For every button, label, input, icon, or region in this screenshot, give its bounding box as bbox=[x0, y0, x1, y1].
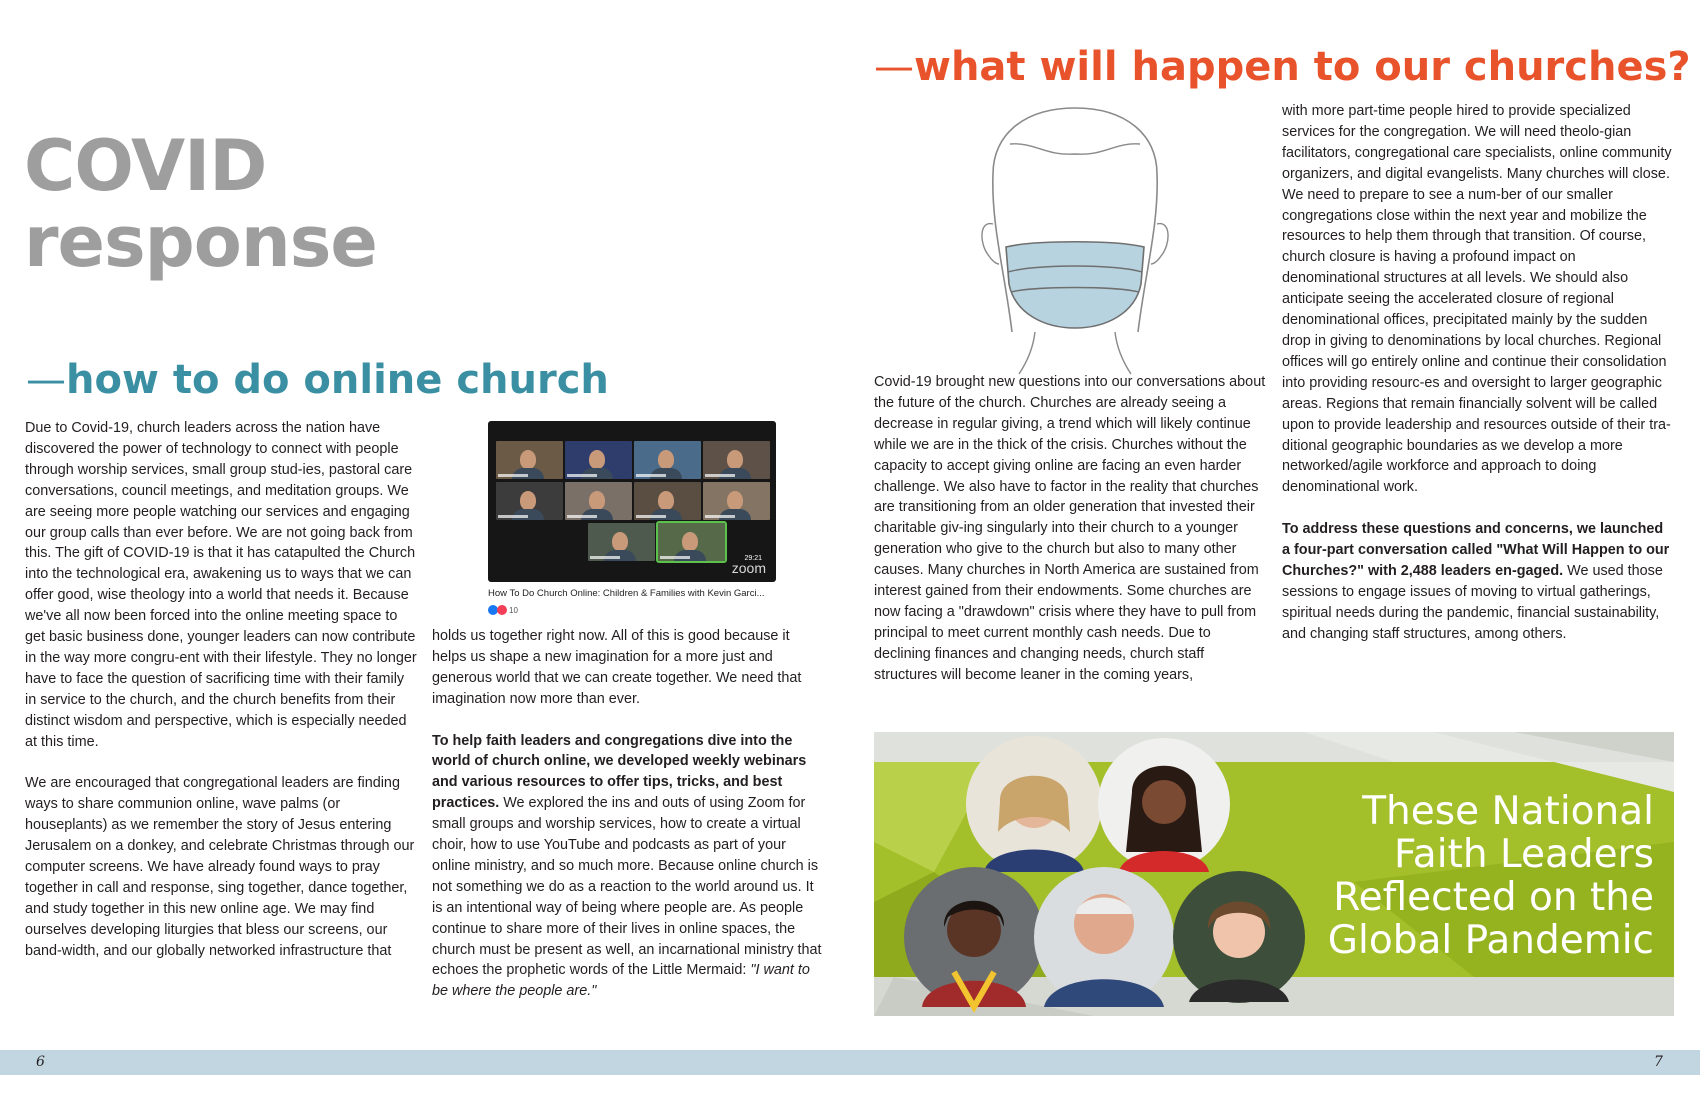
leader-portraits bbox=[904, 732, 1324, 1016]
banner-headline bbox=[1324, 790, 1654, 962]
paragraph: Covid-19 brought new questions into our conversations about the future of the church. Churches are already seeing a decrease in regular giving, a trend which will likely continue while we are in the thick of the crisis. Churches without the capacity to accept giving online are facing an even harder challenge. We also have to factor in the reality that churches are transitioning from an older generation that invested their charitable giv-ing singularly into their church to a younger generation who give to the church but also to many other causes. Many churches in North America are sustained from interest gained from their endowments. Some churches are now facing a "drawdown" crisis where they have to pull from principal to meet current monthly cash needs. Due to declining finances and changing needs, church staff structures will become leaner in the coming years, bbox=[874, 374, 1266, 683]
portrait-4 bbox=[1034, 867, 1174, 1007]
paragraph-text: We explored the ins and outs of using Zoom for small groups and worship services, how to create a virtual choir, how to use YouTube and podcasts as part of your online ministry, and so much more. Because online church is not something we do as a reaction to the world around us. It is an intentional way of being where people are. As people continue to share more of their lives in online spaces, the church must be present as well, an incarnational ministry that echoes the prophetic words of the Little Mermaid: bbox=[432, 795, 822, 979]
bold-lead: To help faith leaders and congregations dive into the world of church online, we developed weekly webinars and various resources to offer tips, tricks, and best practices. bbox=[432, 732, 807, 812]
heading-dash: — bbox=[874, 44, 914, 90]
heading-text: how to do online church bbox=[66, 357, 609, 403]
paragraph bbox=[1282, 519, 1674, 644]
page-title-line2: response bbox=[24, 201, 377, 283]
banner-line: Global Pandemic bbox=[1327, 918, 1654, 963]
video-thumbnail[interactable] bbox=[488, 421, 776, 582]
section-heading-churches bbox=[874, 44, 1691, 90]
participant-tile bbox=[634, 482, 701, 520]
paragraph: Due to Covid-19, church leaders across the nation have discovered the power of technology to connect with people through worship services, small group stud-ies, pastoral care conversations, council meetings, and meditation groups. We are seeing more people watching our services and engaging our group calls than ever before. We are not going back from this. The gift of COVID-19 is that it has catapulted the Church into the technological era, awakening us to ways that we can offer good, wise theology into a world that needs it. Because we've all now been forced into the online meeting space to get basic business done, younger leaders can now contribute in the way more congru-ent with their lifestyle. They no longer have to face the question of sacrificing time with their family in service to the church, and the church benefits from their distinct wisdom and perspective, which is especially needed at this time. bbox=[25, 420, 417, 750]
page-title bbox=[24, 125, 377, 283]
heading-text: what will happen to our churches? bbox=[914, 44, 1691, 90]
paragraph-text: We used those sessions to engage issues of moving to virtual gatherings, spiritual needs during the pandemic, financial sustainability, and changing staff structures, among others. bbox=[1282, 562, 1663, 642]
banner-line: Reflected on the bbox=[1333, 875, 1654, 920]
page-number-right: 7 bbox=[1654, 1054, 1663, 1070]
participant-tile bbox=[634, 441, 701, 479]
bold-lead: To address these questions and concerns, we launched a four-part conversation called "What Will Happen to our Churches?" with 2,488 leaders en-gaged. bbox=[1282, 521, 1670, 579]
article-column-4 bbox=[1282, 101, 1674, 665]
portrait-2 bbox=[1098, 738, 1230, 872]
banner-line: Faith Leaders bbox=[1393, 832, 1654, 877]
video-reactions bbox=[488, 605, 518, 615]
article-column-2 bbox=[432, 626, 825, 1023]
paragraph: We are encouraged that congregational leaders are finding ways to share communion online, wave palms (or houseplants) as we remember the story of Jesus entering Jerusalem on a donkey, and celebrate Christmas through our computer screens. We have already found ways to pray together in call and response, sing together, dance together, and study together in this new online age. We may find ourselves developing liturgies that bless our screens, our band-width, and our globally networked infrastructure that bbox=[25, 775, 415, 959]
faith-leaders-banner bbox=[874, 732, 1674, 1016]
participant-tile bbox=[703, 482, 770, 520]
quote: "I want to be where the people are." bbox=[432, 962, 810, 1000]
love-reaction-icon bbox=[497, 605, 507, 615]
heading-dash: — bbox=[26, 357, 66, 403]
zoom-logo: zoom bbox=[731, 560, 766, 576]
participant-tile bbox=[588, 523, 655, 561]
participant-tile bbox=[496, 441, 563, 479]
video-caption[interactable]: How To Do Church Online: Children & Families with Kevin Garci... bbox=[488, 588, 765, 599]
article-column-1 bbox=[25, 418, 418, 982]
article-column-3 bbox=[874, 372, 1266, 706]
participant-tile bbox=[703, 441, 770, 479]
reaction-count: 10 bbox=[509, 605, 518, 615]
portrait-5 bbox=[1173, 871, 1305, 1003]
face-mask-line-drawing bbox=[975, 104, 1175, 376]
video-timestamp: 29:21 bbox=[744, 555, 762, 562]
participant-tile bbox=[658, 523, 725, 561]
banner-line: These National bbox=[1362, 789, 1654, 834]
participant-tile bbox=[565, 441, 632, 479]
participant-tile bbox=[565, 482, 632, 520]
paragraph: holds us together right now. All of this is good because it helps us shape a new imagination for a more just and generous world that we can create together. We need that imagination now more than ever. bbox=[432, 628, 802, 707]
page-number-left: 6 bbox=[36, 1054, 45, 1070]
paragraph bbox=[432, 731, 825, 1003]
page-title-line1: COVID bbox=[24, 125, 267, 207]
portrait-1 bbox=[966, 736, 1102, 872]
footer-band bbox=[0, 1050, 1700, 1075]
participant-tile bbox=[496, 482, 563, 520]
section-heading-online-church bbox=[26, 357, 609, 403]
paragraph: with more part-time people hired to provide specialized services for the congregation. We will need theolo-gian facilitators, congregational care specialists, online community organizers, and digital evangelists. Many churches will close. We need to prepare to see a num-ber of our smaller congregations close within the next year and mobilize the resources to help them through that transition. Of course, church closure is having a profound impact on denominational structures at all levels. We should also anticipate seeing the accelerated closure of regional denominational offices, precipitated mainly by the sudden drop in giving to denominations by local churches. Regional offices will go entirely online and continue their consolidation into providing resourc-es and oversight to larger geographic areas. Regions that remain financially solvent will be called upon to provide leadership and resources outside of their tra-ditional geographic boundaries as we develop a more networked/agile workforce and approach to doing denominational work. bbox=[1282, 103, 1672, 496]
portrait-3 bbox=[904, 867, 1044, 1007]
